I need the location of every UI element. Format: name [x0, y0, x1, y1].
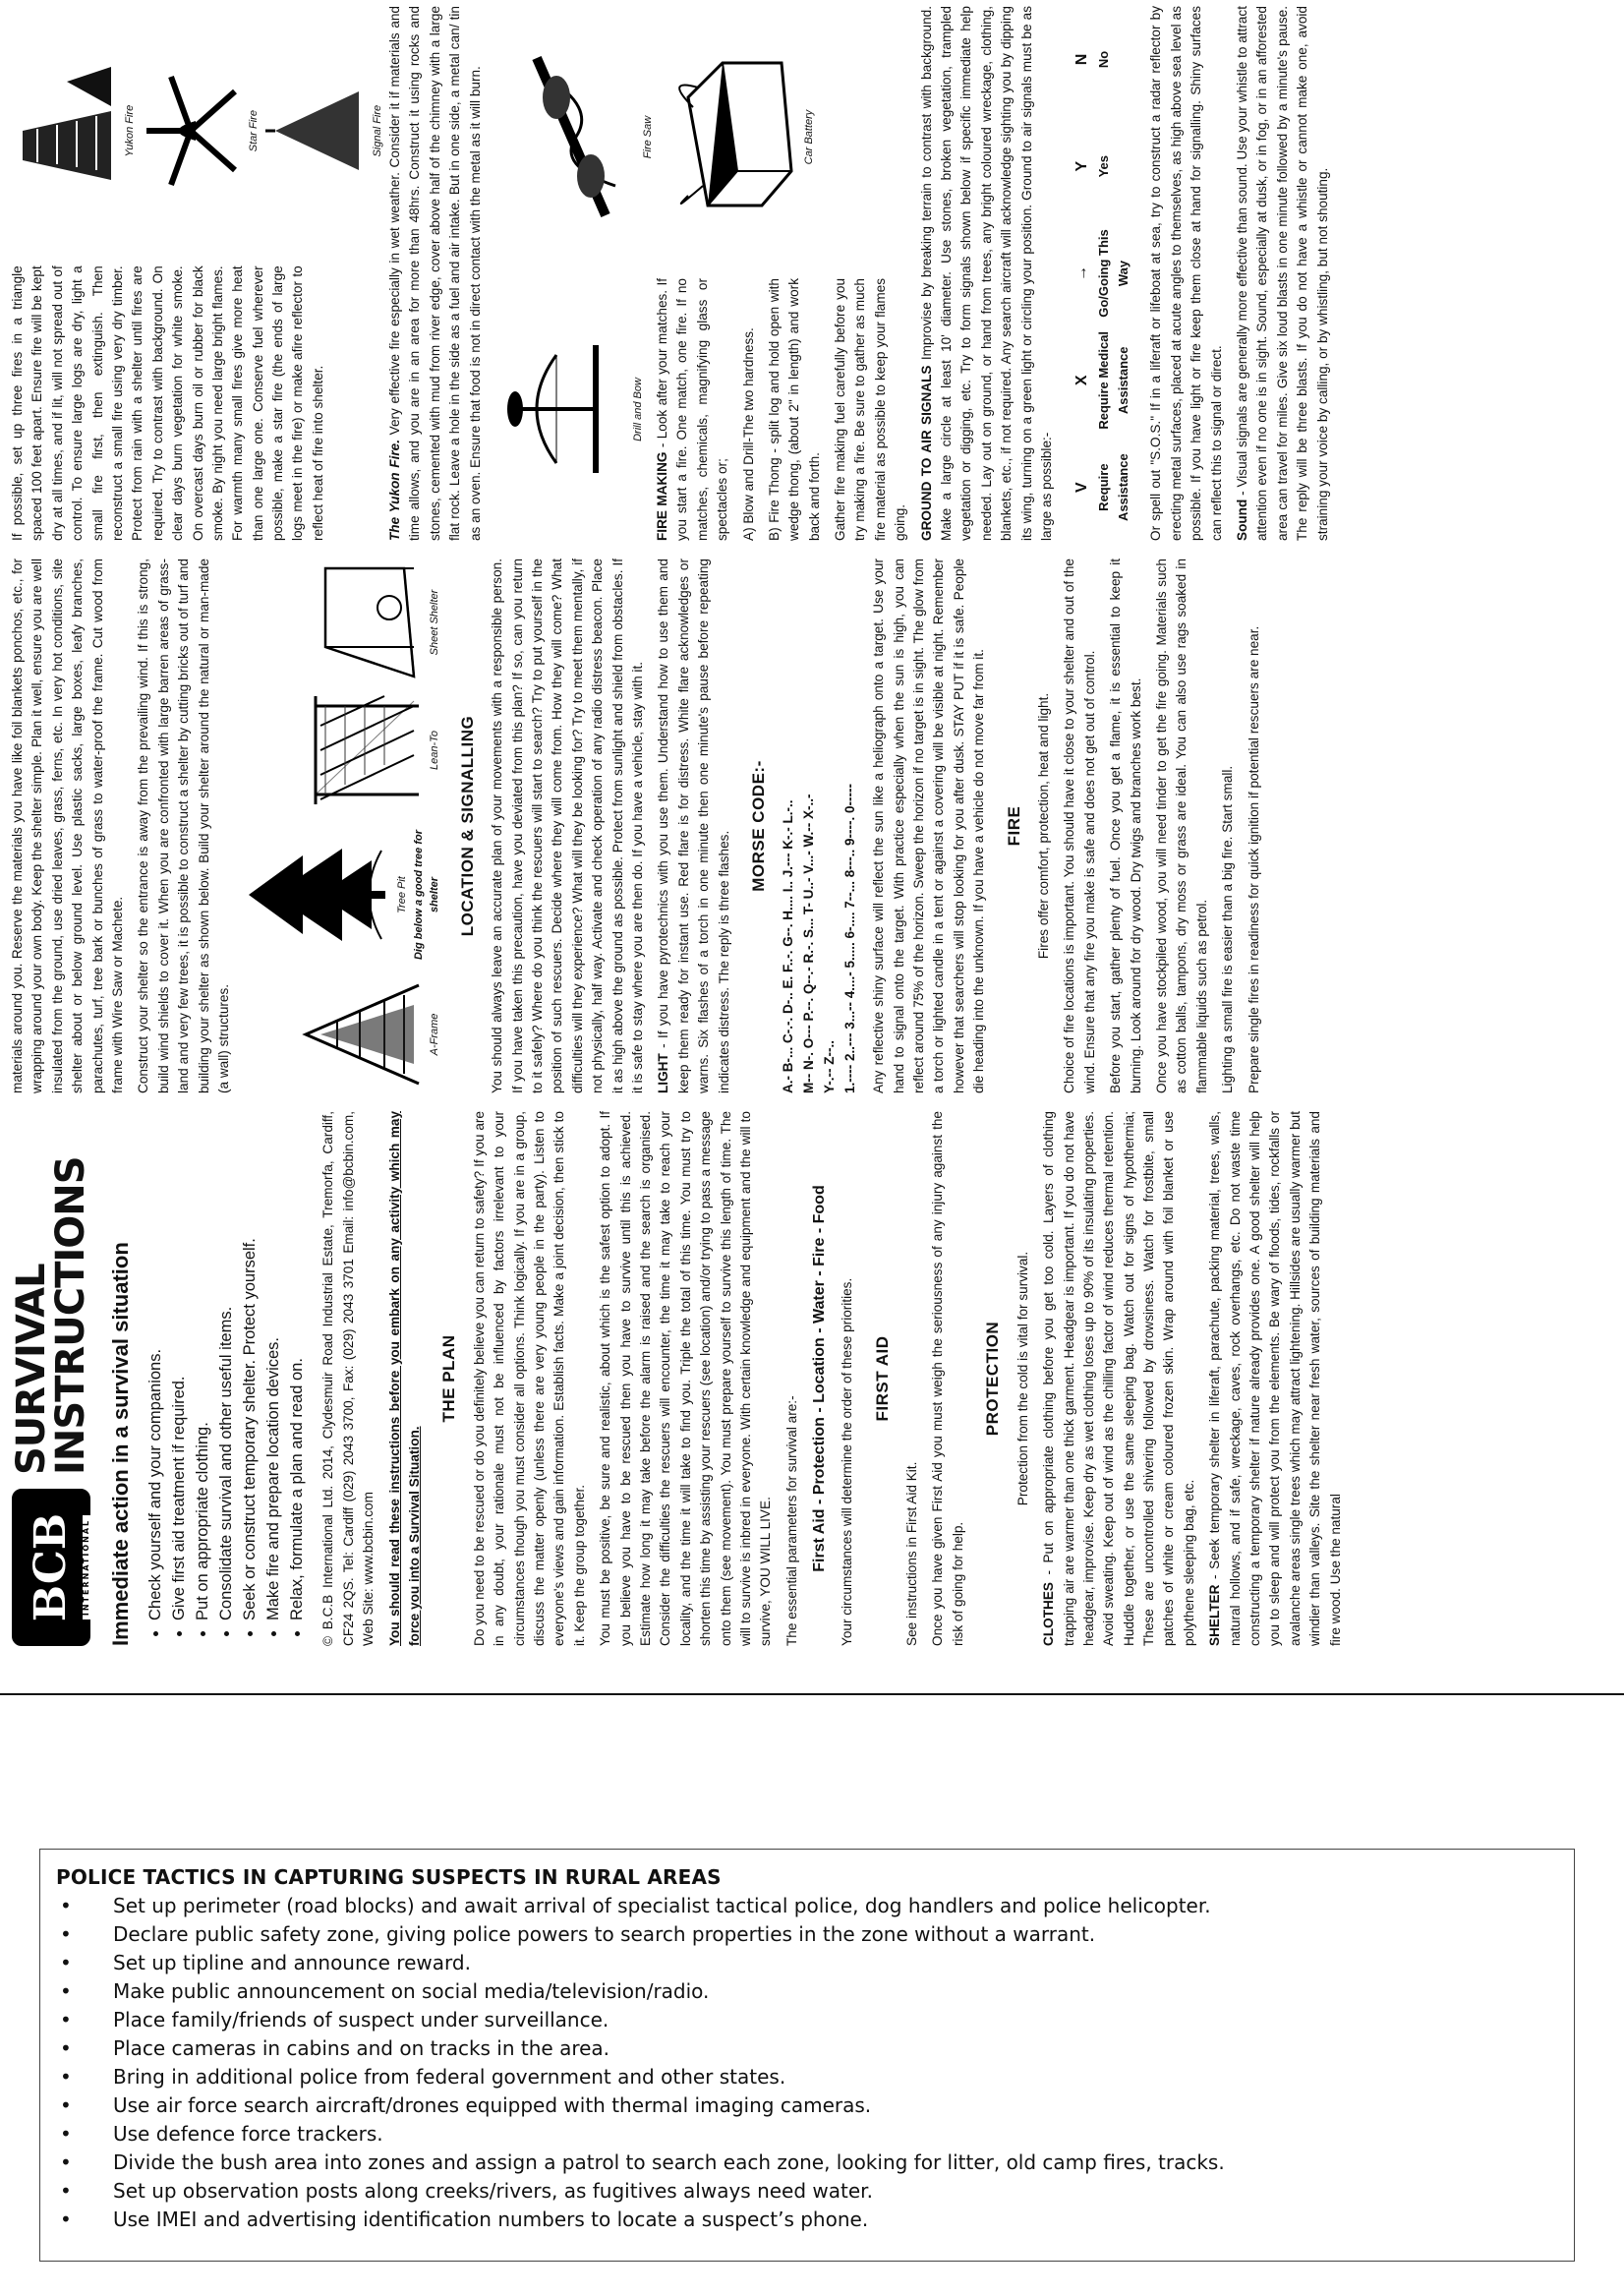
plan-paragraph: You must be positive, be sure and realistic, about which is the safest option to adopt. If you believe you have to be rescued then you have to survive until this is achieved. Estimate how long it may take before the alarm is raised and the search is organised. Consider the difficulties the rescuers will encounter, the time it may take to reach your locality, and the time it will take to find you. Triple the total of this time. You must try to shorten this time by assisting your rescuers (see location) and/or trying to pass a message onto them (see movement). You must prepare yourself to survive this length of time. The will to survive is inbred in everyone. With certain knowledge and equipment and the will to survive, YOU WILL LIVE. [598, 1111, 774, 1646]
yukon-paragraph: The Yukon Fire. Very effective fire especially in wet weather. Consider it if materials and time allows, and you are in an area for more than 48hrs. Construct it using rocks and stones, cemented with mud from river edge, cover above half of the chimney with a large flat rock. Leave a hole in the side as a fuel and air intake. But in one side, a metal can/ tin as an oven. Ensure that food is not in direct contact with the metal as it will burn. [387, 6, 483, 541]
bullet: • [60, 2036, 72, 2060]
plan-paragraph: Do you need to be rescued or do you definitely believe you can return to safety? If you are in any doubt, your rationale must not be influenced by factors irrelevant to your circumstances though you must consider all options. Think logically. If you are in a group, discuss the matter openly (unless there are very young people in the party). Listen to everyone's views and gain information. Establish facts. Make a joint decision, then stick to it. Keep the group together. [471, 1111, 587, 1646]
leaflet-header [9, 1111, 93, 1646]
bullet: • [60, 2122, 72, 2146]
leaflet-column-3 [8, 6, 1600, 541]
list-item: • Set up tipline and announce reward. [56, 1949, 1558, 1977]
signal-require-medical: X Require Medical Assistance [1073, 330, 1131, 430]
yukon-fire-illustration [8, 62, 116, 200]
leaflet-column-1 [8, 1111, 1600, 1646]
parameters-list: First Aid - Protection - Location - Water - Fire - Food [811, 1185, 829, 1572]
list-item: • Use air force search aircraft/drones equipped with thermal imaging cameras. [56, 2091, 1558, 2120]
list-item: • Seek or construct temporary shelter. Protect yourself. [239, 1111, 262, 1620]
light-paragraph: LIGHT - If you have pyrotechnics with you use them. Understand how to use them and keep them ready for instant use. Red flare is for distress. White flare acknowledges or warns. Six flashes of a torch in one minute then one minute's pause before repeating indicates distress. The reply is three flashes. [656, 559, 731, 1093]
list-item: • Place cameras in cabins and on tracks in the area. [56, 2034, 1558, 2063]
lean-to-figure: Lean-To [296, 686, 443, 814]
signal-go-this-way: → Go/Going This Way [1073, 229, 1131, 318]
list-item: • Set up perimeter (road blocks) and await arrival of specialist tactical police, dog handlers and police helicopter. [56, 1892, 1558, 1920]
shelter-paragraph: SHELTER - Seek temporary shelter in liferaft, parachute, packing material, trees, walls, natural hollows, and if safe, wreckage, caves, rock overhangs, etc. Do not waste time constructing a temporary shelter if nature already provides one. A good shelter will help you to sleep and will protect you from the elements. Be wary of floods, tides, rockfalls or avalanche areas single trees which may attract lightening. Hillsides are usually warmer but windier than valleys. Site the shelter near fresh water, sources of building materials and fire wood. Use the natural [1207, 1111, 1343, 1646]
lean-to-illustration [296, 686, 424, 814]
location-heading: LOCATION & SIGNALLING [457, 715, 477, 937]
fire-illustrations [8, 6, 385, 256]
list-item: • Put on appropriate clothing. [192, 1111, 215, 1620]
fire-heading: FIRE [1004, 805, 1023, 847]
a-frame-illustration [296, 975, 424, 1093]
list-item: • Check yourself and your companions. [145, 1111, 168, 1620]
tree-pit-figure: Tree Pit Dig below a good tree for shelter [244, 814, 443, 975]
fire-making-block [492, 6, 917, 541]
list-item: • Use defence force trackers. [56, 2120, 1558, 2149]
list-item: • Make public announcement on social media/television/radio. [56, 1977, 1558, 2006]
sos-paragraph: Or spell out "S.O.S." If in a liferaft or lifeboat at sea, try to construct a radar reflector by erecting metal surfaces, placed at acute angles to themselves, as high above sea level as possible. If you have light or fire keep them close at hand for signalling. Shiny surfaces can reflect this to signal or direct. [1148, 6, 1224, 541]
fire-paragraph: Before you start, gather plenty of fuel. Once you get a flame, it is essential to keep it burning. Look around for dry wood. Dry twigs and branches work best. [1108, 559, 1143, 1093]
signal-yes: Y Yes [1073, 155, 1112, 178]
fire-making-b: B) Fire Thong - split log and hold open with wedge thong, (about 2" in length) and work back and forth. [766, 278, 822, 541]
bullet: • [60, 1979, 72, 2003]
fire-paragraph: Choice of fire locations is important. You should have it close to your shelter and out of the wind. Ensure that any fire you make is safe and does not get out of control. [1062, 559, 1097, 1093]
list-item: • Make fire and prepare location devices. [262, 1111, 286, 1620]
car-battery-illustration [668, 49, 796, 226]
morse-code-table: A.- B-... C-.-. D-.. E. F..-. G--. H.... I.. J.--- K-.- L.-.. M-- N-. O--- P.--. Q--.- R.-. S... T- U..- V...- W.-- X-..- Y-.-- Z--.. 1.---- 2..--- 3...-- 4....- 5..... 6-.... 7--... 8---.. 9----. 0----- [781, 784, 858, 1093]
bcb-logo: BCB INTERNATIONAL [12, 1489, 90, 1646]
bullet: • [60, 2150, 72, 2174]
police-tactics-box [39, 1849, 1575, 2262]
leaflet-title: SURVIVAL INSTRUCTIONS [9, 1156, 93, 1475]
fire-paragraph: Prepare single fires in readiness for quick ignition if potential rescuers are near. [1246, 625, 1261, 1093]
clothes-paragraph: CLOTHES - Put on appropriate clothing before you get too cold. Layers of clothing trapping air are warmer than one thick garment. Headgear is important. If you do not have headgear, improvise. Keep dry as wet clothing loses up to 90% of its insulating properties. Avoid sweating. Keep out of wind as the chilling factor of wind reduces thermal retention. Huddle together, or use the same sleeping bag. Watch out for signs of hypothermia; These are uncontrolled shivering followed by drowsiness. Watch for frostbite, small patches of white or cream coloured frozen skin. Wrap around with foil blanket or use polythene sleeping bag, etc. [1041, 1111, 1196, 1646]
shelter-construct-paragraph: Construct your shelter so the entrance is away from the prevailing wind. If this is strong, build wind shields to cover it. When you are confronted with large barren areas of grass-land and very few trees, it is possible to construct a shelter by cutting bricks out of turf and building your shelter as shown below. Build your shelter around the natural or man-made (a wall) structures. [136, 559, 231, 1093]
sheet-shelter-illustration [296, 559, 424, 686]
shelter-materials-paragraph: materials around you. Reserve the materials you have like foil blankets ponchos, etc., for wrapping around your own body. Keep the shelter simple. Plan it well, ensure you are well insulated from the ground, use dried leaves, grass, ferns, etc. In very hot conditions, site shelter about or below ground level. Use plastic sacks, large boxes, leafy branches, parachutes, turf, tree bark or bunches of grass to water-proof the frame. Cut wood from frame with Wire Saw or Machete. [10, 559, 125, 1093]
ground-to-air-paragraph: GROUND TO AIR SIGNALS Improvise by breaking terrain to contrast with background. Make a large circle at least 10' diameter. Use stones, broken vegetation, trampled vegetation or digging, etc. Try to form signals shown below if specific immediate help needed. Lay out on ground, or hand from trees, any bright coloured wreckage, clothing, blankets, etc., if not required. Any search aircraft will acknowledge sighting you by dipping its wing, turning on a green light or circling your position. Ground to air signals must be as large as possible:- [918, 6, 1054, 541]
sound-paragraph: Sound - Visual signals are generally more effective than sound. Use your whistle to attract attention even if no one is in sight. Sound, especially at dusk, or in fog, or in an afforested area can travel for miles. Give six loud blasts in one minute followed by a minute's pause. The reply will be three blasts. If you do not have a whistle or cannot make one, avoid straining your voice by calling, or by whistling, but not shouting. [1234, 6, 1330, 541]
star-fire-illustration [142, 72, 240, 190]
bullet: • [60, 1922, 72, 1946]
immediate-action-list [145, 1111, 309, 1620]
mirror-paragraph: Any reflective shiny surface will reflect the sun like a heliograph onto a target. Use your hand to signal onto the target. With practice especially when the sun is high, you can reflect around 75% of the horizon. Sweep the horizon if no target is in sight. The glow from a torch or lighted candle in a tent or against a covering will be visible at night. Remember however that searchers will stop looking for you after dusk. STAY PUT if it is safe. People die heading into the unknown. If you have a vehicle do not move far from it. [871, 559, 987, 1093]
fire-tools-illustrations [492, 6, 917, 268]
fire-intro: Fires offer comfort, protection, heat and light. [1036, 692, 1052, 960]
signal-fire-illustration [265, 72, 364, 190]
fire-saw-illustration [497, 49, 635, 226]
list-item: • Declare public safety zone, giving police powers to search properties in the zone without a warrant. [56, 1920, 1558, 1949]
a-frame-figure: A-Frame [296, 975, 443, 1093]
fire-making-a: A) Blow and Drill-The two hardness. [740, 327, 756, 541]
list-item: • Bring in additional police from federal government and other states. [56, 2063, 1558, 2091]
first-aid-paragraph: Once you have given First Aid you must weigh the seriousness of any injury against the risk of going for help. [930, 1111, 965, 1646]
fire-saw-figure: Fire Saw [497, 49, 657, 226]
fire-paragraph: Lighting a small fire is easier than a big fire. Start small. [1220, 765, 1236, 1093]
signal-no: N No [1073, 50, 1112, 69]
fires-block [8, 6, 385, 541]
location-paragraph: You should always leave an accurate plan of your movements with a responsible person. If you have taken this precaution, have you deviated from this plan? If so, can you return to it safely? Where do you think the rescuers will start to search? Try to put yourself in the position of such rescuers. Decide where they will come from. How they will come? What difficulties will they experience? What will they be looking for? Try to meet them mentally, if not physically, half way. Activate and check operation of any radio distress beacon. Place it as high above the ground as possible. Protect from sunlight and shield from obstacles. If it is safe to stay where you are then do. If you have a vehicle, stay with it. [490, 559, 646, 1093]
bullet: • [60, 2208, 72, 2231]
list-item: • Consolidate survival and other useful items. [215, 1111, 239, 1620]
bullet: • [60, 2179, 72, 2203]
shelter-illustrations [244, 559, 443, 1093]
tree-pit-illustration [244, 841, 391, 949]
police-tactics-title: POLICE TACTICS IN CAPTURING SUSPECTS IN RURAL AREAS [56, 1865, 722, 1889]
car-battery-figure: Car Battery [668, 49, 818, 226]
list-item: • Divide the bush area into zones and assign a patrol to search each zone, looking for litter, old camp fires, tracks. [56, 2149, 1558, 2177]
first-aid-paragraph: See instructions in First Aid Kit. [904, 1461, 920, 1646]
parameters-intro: The essential parameters for survival are:- [783, 1395, 799, 1646]
list-item: • Give first aid treatment if required. [168, 1111, 192, 1620]
warning-text: You should read these instructions before you embark on any activity which may force you into a Survival Situation. [386, 1111, 423, 1646]
three-fires-paragraph: If possible, set up three fires in a triangle spaced 100 feet apart. Ensure fire will be kept dry at all times, and if lit, will not spread out of control. To ensure large logs are dry, light a small fire first, then extinguish. Then reconstruct a small fire using very dry timber. Protect from rain with a shelter until fires are required. Try to contrast with background. On clear days burn vegetation for white smoke. On overcast days burn oil or rubber for black smoke. By night you need large bright flames. For warmth many small fires give more heat than one large one. Conserve fuel wherever possible, make a star fire (the ends of large logs meet in the fire) or make afire reflector to reflect heat of fire into shelter. [10, 265, 325, 541]
morse-code-heading: MORSE CODE:- [748, 760, 768, 892]
sheet-shelter-figure: Sheet Shelter [296, 559, 443, 686]
survival-leaflet [8, 0, 1600, 1652]
bullet: • [60, 2008, 72, 2031]
leaflet-column-2 [8, 559, 1600, 1093]
fire-making-paragraph: FIRE MAKING - Look after your matches. If you start a fire. One match, one fire. If no matches, chemicals, magnifying glass or spectacles or; [654, 277, 730, 541]
first-aid-heading: FIRST AID [872, 1335, 892, 1422]
protection-intro: Protection from the cold is vital for survival. [1015, 1251, 1030, 1506]
drill-and-bow-illustration [497, 326, 625, 494]
bullet: • [60, 2093, 72, 2117]
priorities-text: Your circumstances will determine the order of these priorities. [840, 1277, 855, 1646]
immediate-action-heading: Immediate action in a survival situation [108, 1242, 133, 1646]
protection-heading: PROTECTION [983, 1321, 1003, 1437]
bullet: • [60, 2065, 72, 2089]
fire-making-c: Gather fire making fuel carefully before you try making a fire. Be sure to gather as much fire material as possible to keep your flames going. [833, 278, 908, 541]
ground-to-air-signals [1071, 6, 1132, 541]
list-item: • Set up observation posts along creeks/rivers, as fugitives always need water. [56, 2177, 1558, 2206]
copyright-text: © B.C.B International Ltd. 2014, Clydesmuir Road Industrial Estate, Tremorfa, Cardiff, CF24 2QS. Tel: Cardiff (029) 2043 3700, Fax: (029) 2043 3701 Email: info@bcbin.com, Web Site: www.bcbin.com [320, 1111, 377, 1646]
bullet: • [60, 1894, 72, 1917]
plan-heading: THE PLAN [439, 1334, 459, 1423]
bullet: • [60, 1951, 72, 1974]
drill-and-bow-figure: Drill and Bow [497, 278, 647, 541]
yukon-fire-figure: Yukon Fire [8, 62, 138, 200]
star-fire-figure: Star Fire [142, 72, 261, 190]
police-tactics-list [56, 1892, 1558, 2234]
page-divider [0, 1693, 1624, 1695]
list-item: • Relax, formulate a plan and read on. [286, 1111, 310, 1620]
list-item: • Place family/friends of suspect under surveillance. [56, 2006, 1558, 2034]
signal-require-assistance: V Require Assistance [1073, 453, 1131, 521]
list-item: • Use IMEI and advertising identification numbers to locate a suspect’s phone. [56, 2206, 1558, 2234]
fire-paragraph: Once you have stockpiled wood, you will need tinder to get the fire going. Materials such as cotton balls, tampons, dry moss or grass are ideal. You can also use rags soaked in flammable liquids such as petrol. [1153, 559, 1209, 1093]
signal-fire-figure: Signal Fire [265, 72, 385, 190]
